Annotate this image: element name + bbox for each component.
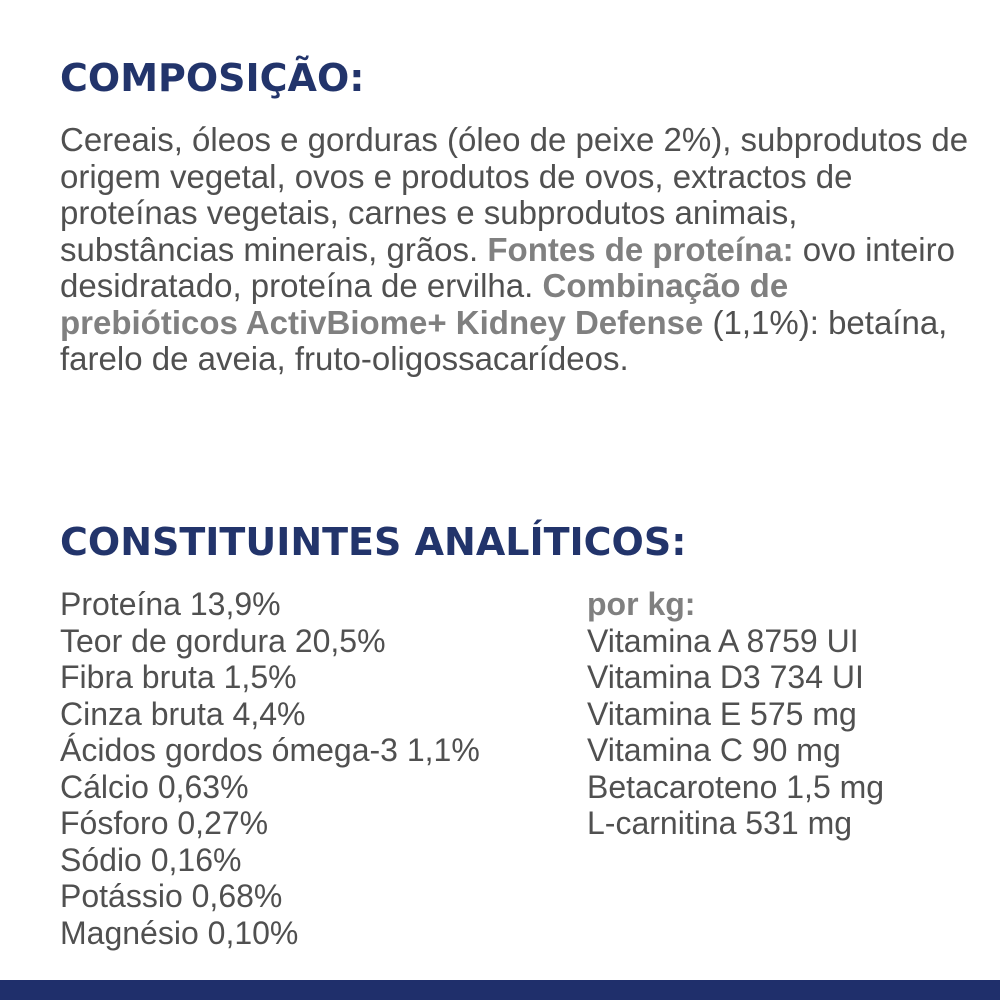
additive-vitamin-d3: Vitamina D3 734 UI — [587, 659, 864, 695]
analytical-constituents-list — [60, 586, 480, 951]
ingredients-text: Cereais, óleos e gorduras (óleo de peixe 2%), subprodutos de origem vegetal, ovos e produtos de ovos, extractos de proteínas vegetais, carnes e subprodutos animais, substâncias minerais, grãos. — [60, 121, 969, 268]
constituent-fat: Teor de gordura 20,5% — [60, 622, 386, 659]
constituent-omega3: Ácidos gordos ómega-3 1,1% — [60, 732, 480, 768]
additive-betacarotene: Betacaroteno 1,5 mg — [587, 768, 885, 805]
per-kg-heading: por kg: — [587, 586, 696, 622]
analytical-constituents-heading: CONSTITUINTES ANALÍTICOS: — [60, 520, 687, 564]
constituent-fibre: Fibra bruta 1,5% — [60, 659, 297, 695]
prebiotics-text: (1,1%): betaína, farelo de aveia, fruto-oligossacarídeos. — [60, 303, 948, 377]
additive-vitamin-c: Vitamina C 90 mg — [587, 732, 841, 768]
constituent-protein: Proteína 13,9% — [60, 586, 281, 622]
constituent-phosphorus: Fósforo 0,27% — [60, 805, 269, 841]
constituent-magnesium: Magnésio 0,10% — [60, 914, 299, 951]
constituent-calcium: Cálcio 0,63% — [60, 768, 249, 805]
constituent-sodium: Sódio 0,16% — [60, 841, 242, 878]
constituent-ash: Cinza bruta 4,4% — [60, 695, 306, 732]
prebiotics-label: Combinação de prebióticos ActivBiome+ Kidney Defense — [60, 267, 789, 341]
additives-per-kg-list — [587, 586, 884, 842]
additive-l-carnitine: L-carnitina 531 mg — [587, 805, 853, 841]
protein-sources-label: Fontes de proteína: — [487, 230, 794, 268]
additive-vitamin-e: Vitamina E 575 mg — [587, 695, 857, 732]
protein-sources-text: ovo inteiro desidratado, proteína de ervilha. — [60, 230, 955, 304]
constituent-potassium: Potássio 0,68% — [60, 878, 283, 914]
composition-heading: COMPOSIÇÃO: — [60, 56, 365, 100]
additive-vitamin-a: Vitamina A 8759 UI — [587, 622, 859, 659]
footer-bar — [0, 980, 1000, 1000]
composition-text — [60, 122, 975, 378]
